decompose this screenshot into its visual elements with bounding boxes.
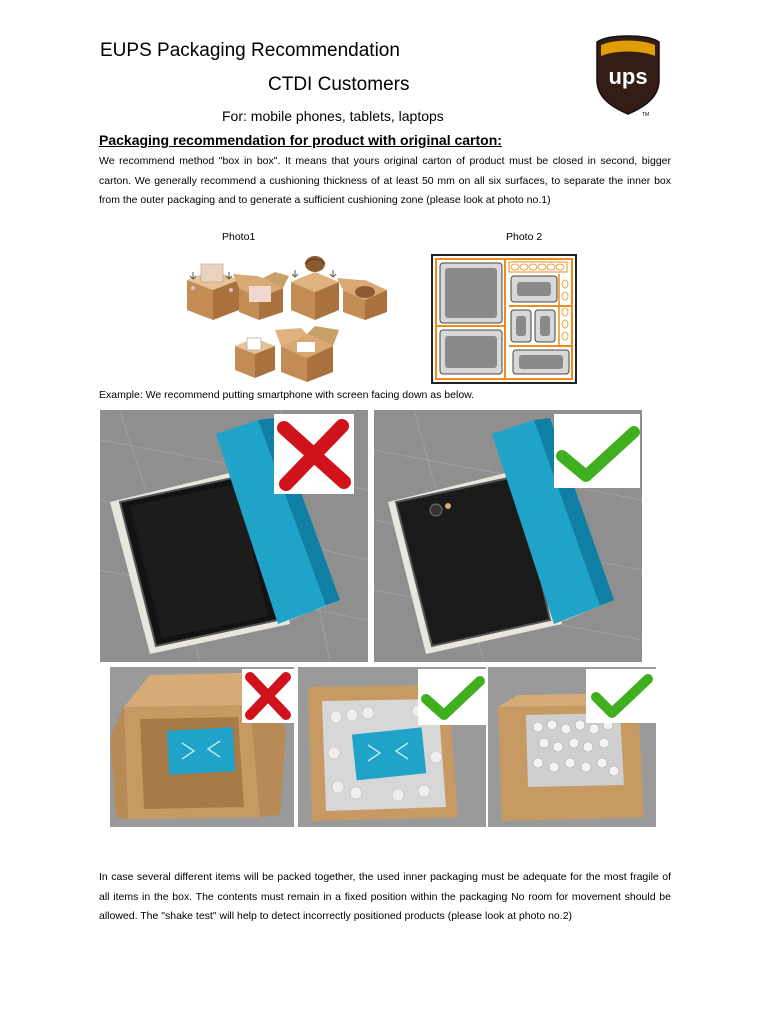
example-text: Example: We recommend putting smartphone with screen facing down as below. [99,389,475,401]
photo-box-no-cushioning [110,667,294,827]
caption-photo1: Photo1 [222,231,256,243]
photo-phone-screen-up [100,410,368,662]
section-heading: Packaging recommendation for product with original carton: [99,132,502,148]
ups-logo [595,34,661,116]
trademark-mark: TM [642,112,650,118]
photo-box-filled-cushioning [488,667,656,827]
paragraph-multiple-items: In case several different items will be packed together, the used inner packaging must be adequate for the most fragile of all items in the box. The contents must remain in a fixed position within the packaging No room for movement should be allowed. The "shake test" will help to detect incorrectly positioned products (please look at photo no.2) [99,871,671,922]
illustration-step-6 [275,326,339,382]
illustration-step-5 [235,338,275,378]
document-title: EUPS Packaging Recommendation [100,40,400,61]
photo-box-bubble-wrap [298,667,486,827]
document-subtitle-customers: CTDI Customers [268,74,410,95]
photo-phone-screen-down [374,410,642,662]
illustration-step-2 [233,272,289,320]
svg-text:ups: ups [608,64,648,89]
illustration-step-3 [291,256,339,320]
illustration-step-1 [187,264,239,320]
photo2-compartment-layout [431,254,577,384]
photo1-box-in-box-illustration [183,250,393,384]
paragraph-box-in-box: We recommend method "box in box". It means that yours original carton of product must be closed in second, bigger carton. We generally recommend a cushioning thickness of at least 50 mm on all six surfaces, to separate the inner box from the outer packaging and to generate a sufficient cushioning zone (please look at photo no.1) [99,155,671,206]
product-scope: For: mobile phones, tablets, laptops [222,108,444,124]
caption-photo2: Photo 2 [506,231,543,243]
illustration-step-4 [337,278,387,320]
